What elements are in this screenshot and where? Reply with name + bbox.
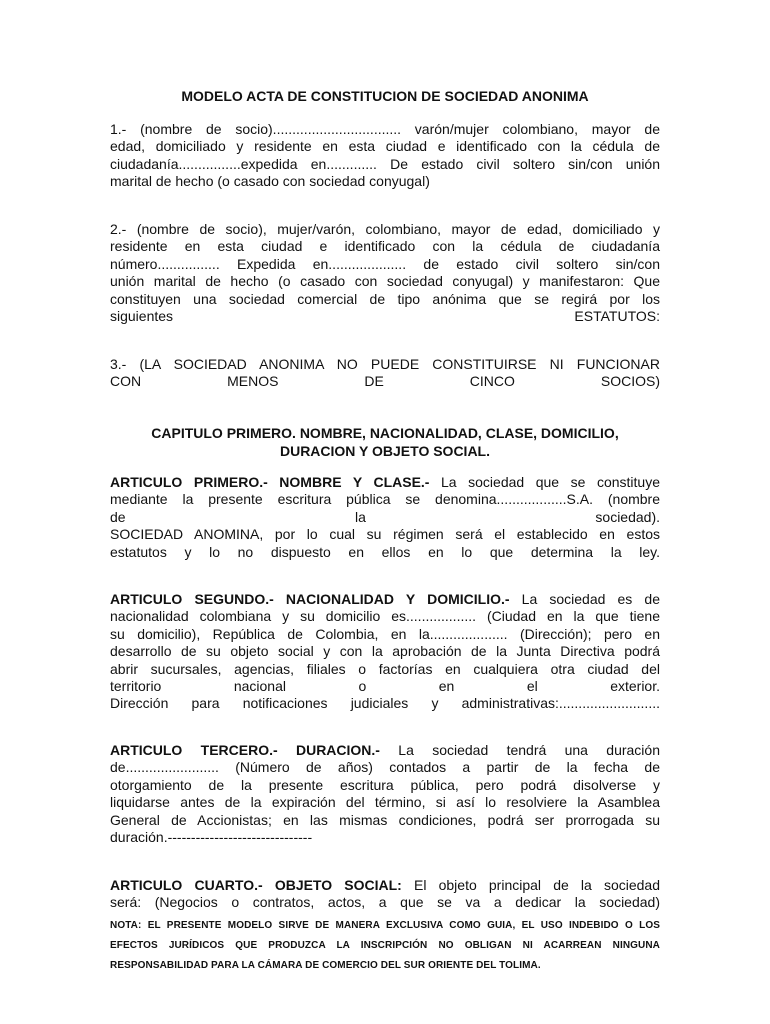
article-1-text: La sociedad que se constituye	[429, 474, 660, 490]
partner-3-paragraph	[110, 356, 660, 391]
paragraph-line: otorgamiento de la presente escritura pública, pero podrá disolverse y	[110, 776, 660, 793]
article-4-heading: ARTICULO CUARTO.- OBJETO SOCIAL:	[110, 877, 402, 893]
paragraph-line: mediante la presente escritura pública se denomina..................S.A. (nombre	[110, 491, 660, 508]
chapter-heading	[110, 424, 660, 460]
article-4	[110, 877, 660, 912]
paragraph-line	[110, 877, 660, 894]
article-3-text: La sociedad tendrá una duración	[379, 742, 660, 758]
paragraph-line	[110, 742, 660, 759]
paragraph-line: su domicilio), República de Colombia, en la.................... (Dirección); pero en	[110, 625, 660, 642]
note-line: EFECTOS JURÍDICOS QUE PRODUZCA LA INSCRIPCIÓN NO OBLIGAN NI ACARREAN NINGUNA	[110, 940, 660, 951]
paragraph-line: constituyen una sociedad comercial de tipo anónima que se regirá por los	[110, 290, 660, 307]
paragraph-line: CON MENOS DE CINCO SOCIOS)	[110, 373, 660, 390]
paragraph-line: unión marital de hecho (o casado con sociedad conyugal) y manifestaron: Que	[110, 273, 660, 290]
paragraph-line: 3.- (LA SOCIEDAD ANONIMA NO PUEDE CONSTITUIRSE NI FUNCIONAR	[110, 356, 660, 372]
article-4-text: El objeto principal de la sociedad	[401, 877, 661, 893]
paragraph-line: será: (Negocios o contratos, actos, a que se va a dedicar la sociedad)	[110, 894, 660, 911]
paragraph-line	[110, 591, 660, 608]
partner-1-paragraph	[110, 121, 660, 191]
paragraph-line: duración.-------------------------------	[110, 829, 313, 846]
article-2-heading: ARTICULO SEGUNDO.- NACIONALIDAD Y DOMICILIO.-	[110, 591, 510, 607]
paragraph-line: edad, domiciliado y residente en esta ciudad e identificado con la cédula de	[110, 138, 660, 155]
paragraph-line: de la sociedad).	[110, 508, 660, 525]
paragraph-line: ciudadanía................expedida en............. De estado civil soltero sin/con unión	[110, 155, 660, 172]
paragraph-line: desarrollo de su objeto social y con la aprobación de la Junta Directiva podrá	[110, 643, 660, 660]
paragraph-line: 2.- (nombre de socio), mujer/varón, colombiano, mayor de edad, domiciliado y	[110, 221, 660, 237]
paragraph-line: 1.- (nombre de socio)................................. varón/mujer colombiano, mayor de	[110, 121, 660, 137]
article-3-heading: ARTICULO TERCERO.- DURACION.-	[110, 742, 380, 758]
article-3	[110, 742, 660, 846]
chapter-heading-line: CAPITULO PRIMERO. NOMBRE, NACIONALIDAD, CLASE, DOMICILIO,	[151, 425, 619, 441]
paragraph-line: territorio nacional o en el exterior.	[110, 678, 660, 695]
partner-2-paragraph	[110, 221, 660, 325]
paragraph-line: liquidarse antes de la expiración del término, si así lo resolviere la Asamblea	[110, 794, 660, 811]
paragraph-line: número................ Expedida en.................... de estado civil soltero sin/con	[110, 255, 660, 272]
paragraph-line: nacionalidad colombiana y su domicilio es.................. (Ciudad en la que tiene	[110, 608, 660, 625]
disclaimer-note	[110, 916, 660, 976]
article-1-heading: ARTICULO PRIMERO.- NOMBRE Y CLASE.-	[110, 474, 430, 490]
paragraph-line	[110, 474, 660, 491]
paragraph-line: Dirección para notificaciones judiciales y administrativas:..........................	[110, 695, 660, 712]
chapter-heading-line: DURACION Y OBJETO SOCIAL.	[279, 443, 491, 459]
note-line: NOTA: EL PRESENTE MODELO SIRVE DE MANERA EXCLUSIVA COMO GUIA, EL USO INDEBIDO O LOS	[110, 920, 660, 931]
paragraph-line: General de Accionistas; en las mismas condiciones, podrá ser prorrogada su	[110, 811, 660, 828]
article-2	[110, 591, 660, 713]
document-title: MODELO ACTA DE CONSTITUCION DE SOCIEDAD ANONIMA	[181, 88, 589, 104]
paragraph-line: residente en esta ciudad e identificado con la cédula de ciudadanía	[110, 238, 660, 255]
article-1	[110, 474, 660, 561]
paragraph-line: estatutos y lo no dispuesto en ellos en lo que determina la ley.	[110, 543, 660, 560]
paragraph-line: siguientes ESTATUTOS:	[110, 308, 660, 325]
paragraph-line: de........................ (Número de años) contados a partir de la fecha de	[110, 759, 660, 776]
paragraph-line: abrir sucursales, agencias, filiales o factorías en cualquiera otra ciudad del	[110, 660, 660, 677]
article-2-text: La sociedad es de	[509, 591, 660, 607]
paragraph-line: SOCIEDAD ANOMINA, por lo cual su régimen será el establecido en estos	[110, 526, 660, 543]
paragraph-line: marital de hecho (o casado con sociedad conyugal)	[110, 173, 430, 190]
note-line: RESPONSABILIDAD PARA LA CÁMARA DE COMERCIO DEL SUR ORIENTE DEL TOLIMA.	[110, 960, 541, 971]
